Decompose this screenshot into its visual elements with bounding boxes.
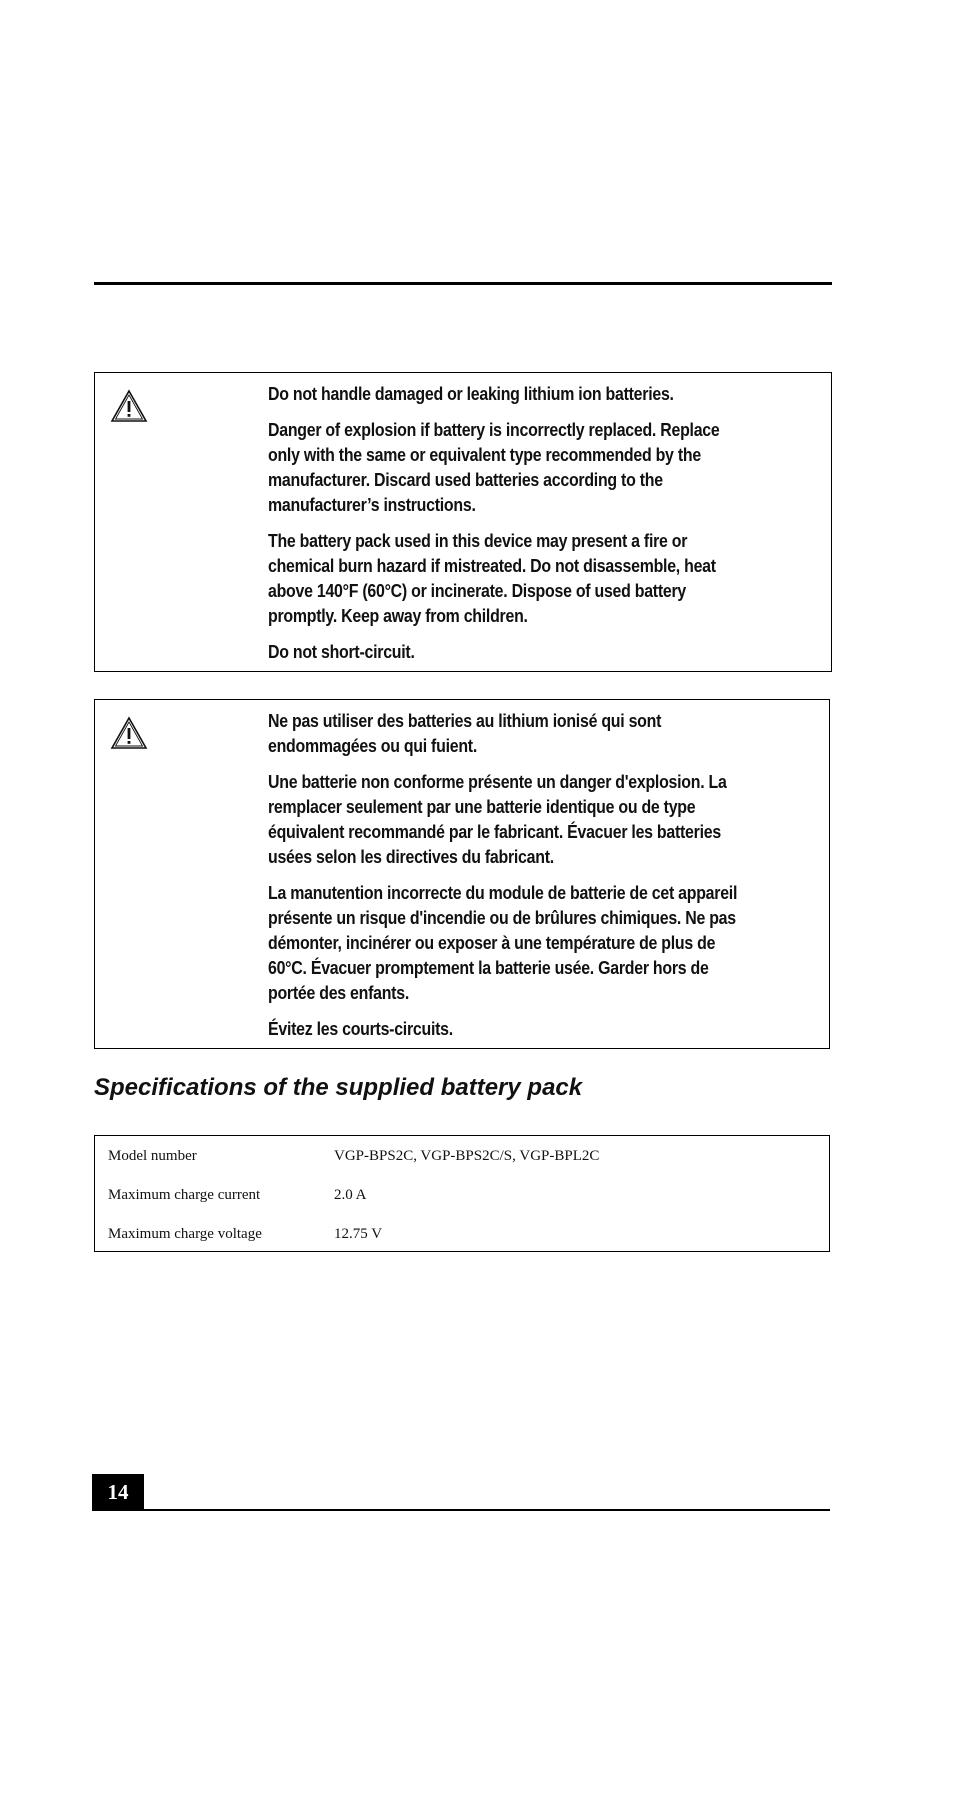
warning-paragraph: Ne pas utiliser des batteries au lithium ionisé qui sont endommagées ou qui fuient. <box>268 710 662 756</box>
warning-paragraph: Évitez les courts-circuits. <box>268 1018 453 1039</box>
spec-value: 12.75 V <box>334 1226 383 1242</box>
warning-box-english <box>94 372 832 672</box>
warning-text-french <box>268 708 827 1052</box>
warning-paragraph: Une batterie non conforme présente un danger d'explosion. La remplacer seulement par une batterie identique ou de type équivalent recommandé par le fabricant. Évacuer les batteries usées selon les directives du fabricant. <box>268 771 727 867</box>
warning-text-english <box>268 381 827 675</box>
warning-paragraph: Danger of explosion if battery is incorrectly replaced. Replace only with the same or equivalent type recommended by the manufacturer. Discard used batteries according to the manufacturer’s instructions. <box>268 419 720 515</box>
warning-paragraph: Do not handle damaged or leaking lithium ion batteries. <box>268 383 674 404</box>
warning-paragraph: La manutention incorrecte du module de batterie de cet appareil présente un risque d'incendie ou de brûlures chimiques. Ne pas démonter, incinérer ou exposer à une température de plus de 60°C. Évacuer promptement la batterie usée. Garder hors de portée des enfants. <box>268 882 738 1003</box>
warning-triangle-icon <box>110 716 148 750</box>
section-heading: Specifications of the supplied battery pack <box>94 1074 583 1101</box>
table-row <box>95 1140 829 1179</box>
table-row <box>95 1179 829 1218</box>
spec-value: VGP-BPS2C, VGP-BPS2C/S, VGP-BPL2C <box>334 1148 600 1164</box>
table-row <box>95 1218 829 1257</box>
warning-paragraph: The battery pack used in this device may present a fire or chemical burn hazard if mistreated. Do not disassemble, heat above 140°F (60°C) or incinerate. Dispose of used battery promptly. Keep away from children. <box>268 530 716 626</box>
spec-label: Maximum charge voltage <box>108 1226 262 1242</box>
warning-triangle-icon <box>110 389 148 423</box>
warning-paragraph: Do not short-circuit. <box>268 641 415 662</box>
spec-label: Maximum charge current <box>108 1187 261 1203</box>
footer-rule <box>144 1509 830 1511</box>
header-rule <box>94 282 832 285</box>
spec-label: Model number <box>108 1148 197 1164</box>
warning-box-french <box>94 699 830 1049</box>
spec-value: 2.0 A <box>334 1187 367 1203</box>
page-number: 14 <box>92 1474 144 1511</box>
specifications-table <box>94 1135 830 1252</box>
